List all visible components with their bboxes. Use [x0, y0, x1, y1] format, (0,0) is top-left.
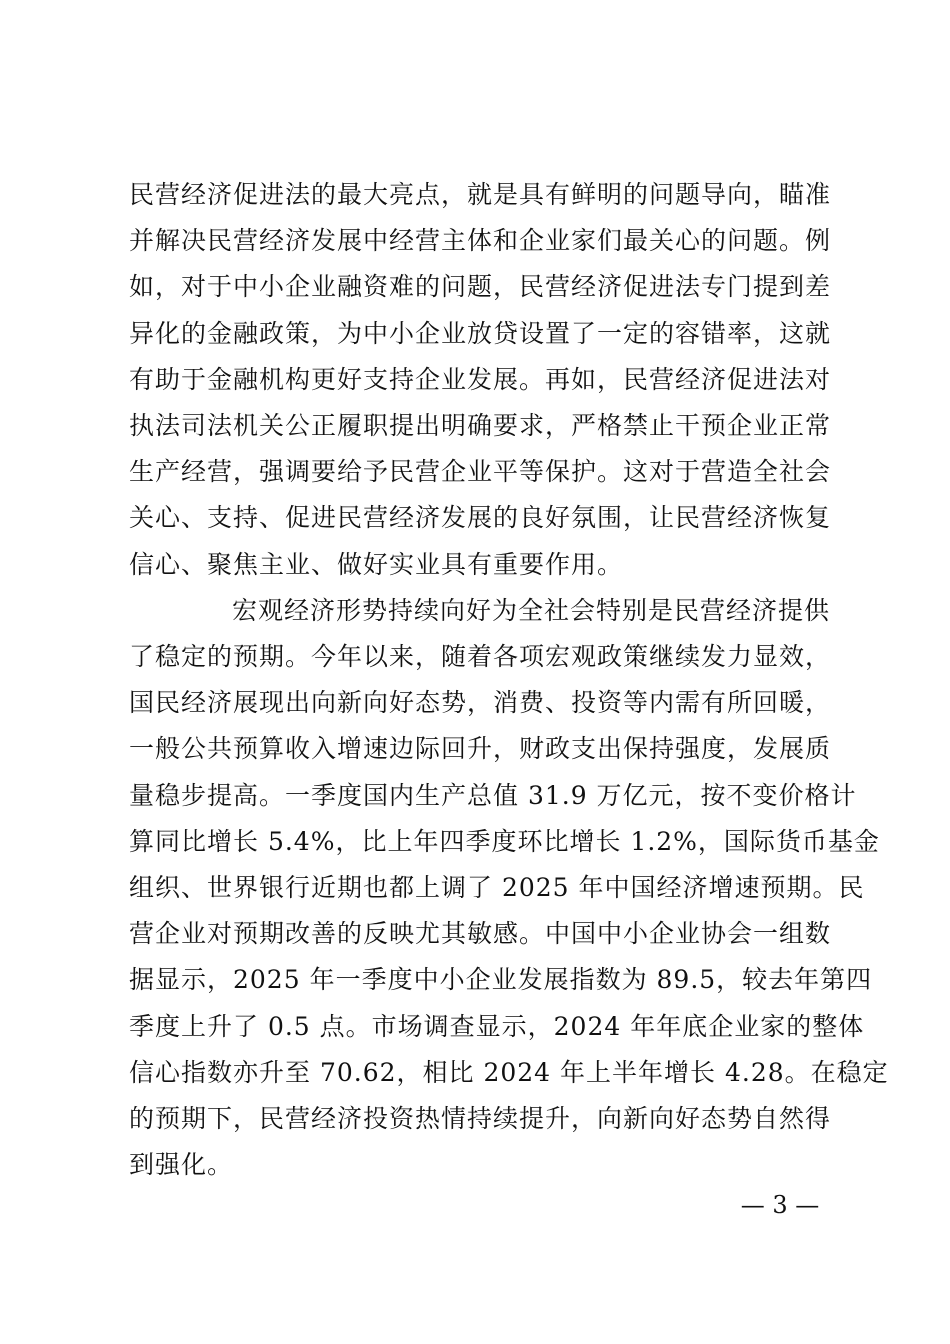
- text-line: 一般公共预算收入增速边际回升，财政支出保持强度，发展质: [129, 734, 832, 764]
- body-text: [129, 172, 889, 1188]
- text-line: 营企业对预期改善的反映尤其敏感。中国中小企业协会一组数: [129, 919, 832, 949]
- text-line: 据显示，2025 年一季度中小企业发展指数为 89.5，较去年第四: [129, 965, 873, 995]
- text-line: 组织、世界银行近期也都上调了 2025 年中国经济增速预期。民: [129, 873, 865, 903]
- text-line: 到强化。: [129, 1150, 234, 1180]
- text-line: 宏观经济形势持续向好为全社会特别是民营经济提供: [232, 595, 831, 625]
- text-line: 信心、聚焦主业、做好实业具有重要作用。: [129, 549, 624, 579]
- text-line: 了稳定的预期。今年以来，随着各项宏观政策继续发力显效，: [129, 642, 832, 672]
- text-line: 国民经济展现出向新向好态势，消费、投资等内需有所回暖，: [129, 688, 832, 718]
- text-line: 量稳步提高。一季度国内生产总值 31.9 万亿元，按不变价格计: [129, 780, 857, 810]
- paragraph-private-economy-law: [129, 172, 832, 588]
- text-line: 信心指数亦升至 70.62，相比 2024 年上半年增长 4.28。在稳定: [129, 1057, 889, 1087]
- page-number: — 3 —: [740, 1191, 820, 1219]
- text-line: 如，对于中小企业融资难的问题，民营经济促进法专门提到差: [129, 272, 832, 302]
- text-line: 并解决民营经济发展中经营主体和企业家们最关心的问题。例: [129, 226, 832, 256]
- text-line: 有助于金融机构更好支持企业发展。再如，民营经济促进法对: [129, 364, 832, 394]
- paragraph-macro-economy: [129, 588, 889, 1189]
- text-line: 的预期下，民营经济投资热情持续提升，向新向好态势自然得: [129, 1104, 832, 1134]
- text-line: 民营经济促进法的最大亮点，就是具有鲜明的问题导向，瞄准: [129, 180, 832, 209]
- text-line: 算同比增长 5.4%，比上年四季度环比增长 1.2%，国际货币基金: [129, 826, 880, 856]
- text-line: 异化的金融政策，为中小企业放贷设置了一定的容错率，这就: [129, 318, 832, 348]
- text-line: 生产经营，强调要给予民营企业平等保护。这对于营造全社会: [129, 457, 832, 487]
- text-line: 关心、支持、促进民营经济发展的良好氛围，让民营经济恢复: [129, 503, 832, 533]
- text-line: 执法司法机关公正履职提出明确要求，严格禁止干预企业正常: [129, 411, 832, 441]
- text-line: 季度上升了 0.5 点。市场调查显示，2024 年年底企业家的整体: [129, 1011, 865, 1041]
